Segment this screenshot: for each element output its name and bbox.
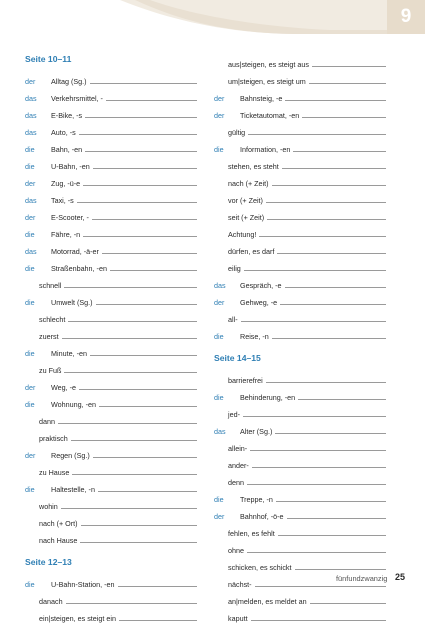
- writing-line[interactable]: [266, 382, 386, 383]
- vocab-word: Straßenbahn, -en: [51, 264, 107, 273]
- article: der: [214, 94, 225, 103]
- writing-line[interactable]: [68, 321, 197, 322]
- vocab-entry: [25, 511, 197, 528]
- writing-line[interactable]: [295, 569, 386, 570]
- vocab-word: aus|steigen, es steigt aus: [228, 60, 309, 69]
- writing-line[interactable]: [243, 416, 386, 417]
- vocab-word: Zug, -ü-e: [51, 179, 81, 188]
- article: der: [214, 298, 225, 307]
- vocab-entry: [214, 69, 386, 86]
- vocab-entry: [25, 137, 197, 154]
- vocab-word: Weg, -e: [51, 383, 77, 392]
- writing-line[interactable]: [79, 389, 197, 390]
- vocab-column-right: [214, 52, 386, 623]
- header-banner: [0, 0, 425, 34]
- vocab-entry: [25, 307, 197, 324]
- writing-line[interactable]: [287, 518, 386, 519]
- writing-line[interactable]: [250, 450, 386, 451]
- writing-line[interactable]: [312, 66, 386, 67]
- writing-line[interactable]: [92, 219, 197, 220]
- writing-line[interactable]: [255, 586, 386, 587]
- writing-line[interactable]: [293, 151, 386, 152]
- vocab-entry: [25, 324, 197, 341]
- writing-line[interactable]: [85, 117, 197, 118]
- vocab-word: Wohnung, -en: [51, 400, 97, 409]
- vocab-word: ander-: [228, 461, 249, 470]
- vocab-entry: [214, 205, 386, 222]
- vocab-word: zu Hause: [39, 468, 70, 477]
- vocab-entry: [25, 69, 197, 86]
- writing-line[interactable]: [285, 100, 386, 101]
- vocab-entry: [214, 589, 386, 606]
- article: das: [25, 94, 37, 103]
- article: der: [25, 179, 36, 188]
- vocab-word: seit (+ Zeit): [228, 213, 265, 222]
- vocab-word: zu Fuß: [39, 366, 62, 375]
- writing-line[interactable]: [282, 168, 386, 169]
- article: die: [25, 349, 35, 358]
- writing-line[interactable]: [102, 253, 197, 254]
- vocab-entry: [25, 256, 197, 273]
- vocab-word: Regen (Sg.): [51, 451, 90, 460]
- vocab-entry: [25, 154, 197, 171]
- article: das: [214, 427, 226, 436]
- vocab-entry: [214, 385, 386, 402]
- writing-line[interactable]: [98, 491, 197, 492]
- vocab-word: Fähre, -n: [51, 230, 81, 239]
- vocab-word: Taxi, -s: [51, 196, 74, 205]
- vocab-entry: [214, 419, 386, 436]
- vocab-entry: [25, 86, 197, 103]
- vocab-entry: [25, 188, 197, 205]
- writing-line[interactable]: [285, 287, 386, 288]
- vocab-word: Auto, -s: [51, 128, 76, 137]
- writing-line[interactable]: [81, 525, 197, 526]
- vocab-word: ohne: [228, 546, 244, 555]
- vocab-entry: [214, 436, 386, 453]
- vocab-word: dann: [39, 417, 55, 426]
- writing-line[interactable]: [309, 83, 386, 84]
- vocab-word: an|melden, es meldet an: [228, 597, 307, 606]
- vocab-word: nach Hause: [39, 536, 78, 545]
- vocab-entry: [214, 290, 386, 307]
- vocab-word: nächst-: [228, 580, 252, 589]
- article: der: [25, 213, 36, 222]
- writing-line[interactable]: [64, 287, 197, 288]
- vocab-word: all-: [228, 315, 238, 324]
- vocab-entry: [25, 528, 197, 545]
- writing-line[interactable]: [58, 423, 197, 424]
- vocab-entry: [214, 324, 386, 341]
- vocab-entry: [25, 572, 197, 589]
- vocab-entry: [214, 521, 386, 538]
- writing-line[interactable]: [278, 535, 386, 536]
- writing-line[interactable]: [277, 253, 386, 254]
- section-heading: Seite 14–15: [214, 353, 261, 363]
- writing-line[interactable]: [79, 134, 197, 135]
- writing-line[interactable]: [276, 501, 386, 502]
- vocab-word: Alter (Sg.): [240, 427, 273, 436]
- writing-line[interactable]: [83, 185, 197, 186]
- vocab-entry: [214, 137, 386, 154]
- writing-line[interactable]: [62, 338, 197, 339]
- vocab-entry: [214, 470, 386, 487]
- article: der: [25, 383, 36, 392]
- writing-line[interactable]: [96, 304, 197, 305]
- vocab-word: fehlen, es fehlt: [228, 529, 275, 538]
- writing-line[interactable]: [119, 620, 197, 621]
- writing-line[interactable]: [251, 620, 386, 621]
- vocab-word: praktisch: [39, 434, 68, 443]
- vocab-word: schlecht: [39, 315, 66, 324]
- writing-line[interactable]: [85, 151, 197, 152]
- vocab-word: Bahnhof, -ö-e: [240, 512, 284, 521]
- vocab-entry: [214, 402, 386, 419]
- vocab-word: Gespräch, -e: [240, 281, 282, 290]
- article: die: [214, 495, 224, 504]
- vocab-word: Verkehrsmittel, -: [51, 94, 103, 103]
- writing-line[interactable]: [93, 168, 197, 169]
- vocab-entry: [214, 171, 386, 188]
- vocab-entry: [214, 222, 386, 239]
- article: das: [25, 247, 37, 256]
- vocab-word: E-Scooter, -: [51, 213, 89, 222]
- vocab-entry: [214, 86, 386, 103]
- vocab-entry: [25, 341, 197, 358]
- writing-line[interactable]: [302, 117, 386, 118]
- article: die: [214, 393, 224, 402]
- vocab-entry: [214, 487, 386, 504]
- article: das: [214, 281, 226, 290]
- article: die: [25, 264, 35, 273]
- vocab-entry: [214, 307, 386, 324]
- vocab-word: Haltestelle, -n: [51, 485, 95, 494]
- vocab-word: Umwelt (Sg.): [51, 298, 93, 307]
- vocab-word: zuerst: [39, 332, 59, 341]
- article: der: [25, 451, 36, 460]
- vocab-entry: [214, 256, 386, 273]
- vocab-word: Information, -en: [240, 145, 291, 154]
- vocab-word: Ticketautomat, -en: [240, 111, 300, 120]
- vocab-entry: [214, 120, 386, 137]
- vocab-word: stehen, es steht: [228, 162, 279, 171]
- writing-line[interactable]: [61, 508, 197, 509]
- vocab-word: Alltag (Sg.): [51, 77, 87, 86]
- vocab-entry: [25, 375, 197, 392]
- vocab-entry: [214, 368, 386, 385]
- writing-line[interactable]: [247, 552, 386, 553]
- article: das: [25, 128, 37, 137]
- vocab-entry: [25, 171, 197, 188]
- vocab-entry: [25, 460, 197, 477]
- writing-line[interactable]: [72, 474, 197, 475]
- article: der: [25, 77, 36, 86]
- writing-line[interactable]: [66, 603, 197, 604]
- vocab-word: jed-: [228, 410, 240, 419]
- article: die: [25, 485, 35, 494]
- vocab-entry: [25, 222, 197, 239]
- vocab-word: vor (+ Zeit): [228, 196, 263, 205]
- writing-line[interactable]: [80, 542, 197, 543]
- vocab-entry: [25, 589, 197, 606]
- vocab-column-left: [25, 52, 197, 623]
- vocab-entry: [214, 273, 386, 290]
- page-number-word: fünfundzwanzig: [336, 574, 388, 583]
- vocab-entry: [25, 358, 197, 375]
- vocab-word: Bahnsteig, -e: [240, 94, 283, 103]
- writing-line[interactable]: [71, 440, 197, 441]
- vocab-entry: [214, 154, 386, 171]
- vocab-word: nach (+ Zeit): [228, 179, 269, 188]
- writing-line[interactable]: [90, 83, 197, 84]
- vocab-entry: [25, 606, 197, 623]
- vocab-word: U-Bahn-Station, -en: [51, 580, 115, 589]
- vocab-entry: [214, 606, 386, 623]
- section-heading: Seite 12–13: [25, 557, 72, 567]
- vocab-word: dürfen, es darf: [228, 247, 275, 256]
- vocab-word: barrierefrei: [228, 376, 263, 385]
- writing-line[interactable]: [272, 338, 386, 339]
- writing-line[interactable]: [266, 202, 386, 203]
- chapter-number: 9: [400, 6, 412, 27]
- vocab-word: E-Bike, -s: [51, 111, 83, 120]
- vocab-word: nach (+ Ort): [39, 519, 78, 528]
- vocab-word: Treppe, -n: [240, 495, 273, 504]
- article: die: [25, 580, 35, 589]
- writing-line[interactable]: [241, 321, 386, 322]
- writing-line[interactable]: [267, 219, 386, 220]
- vocab-entry: [25, 409, 197, 426]
- article: das: [25, 111, 37, 120]
- vocab-entry: [214, 453, 386, 470]
- article: die: [25, 145, 35, 154]
- vocab-word: schnell: [39, 281, 62, 290]
- vocab-entry: [25, 443, 197, 460]
- article: die: [25, 400, 35, 409]
- vocab-word: eilig: [228, 264, 241, 273]
- writing-line[interactable]: [248, 134, 386, 135]
- vocab-word: allein-: [228, 444, 248, 453]
- vocab-word: gültig: [228, 128, 246, 137]
- writing-line[interactable]: [93, 457, 197, 458]
- vocab-word: U-Bahn, -en: [51, 162, 90, 171]
- vocab-entry: [25, 426, 197, 443]
- vocab-entry: [25, 103, 197, 120]
- vocab-word: danach: [39, 597, 63, 606]
- vocab-word: Minute, -en: [51, 349, 87, 358]
- writing-line[interactable]: [272, 185, 386, 186]
- vocab-entry: [25, 477, 197, 494]
- vocab-entry: [214, 504, 386, 521]
- writing-line[interactable]: [252, 467, 386, 468]
- vocab-entry: [214, 52, 386, 69]
- vocab-word: Gehweg, -e: [240, 298, 278, 307]
- vocab-word: wohin: [39, 502, 58, 511]
- article: das: [25, 196, 37, 205]
- vocab-entry: [214, 188, 386, 205]
- article: die: [214, 332, 224, 341]
- vocab-entry: [214, 103, 386, 120]
- writing-line[interactable]: [64, 372, 197, 373]
- writing-line[interactable]: [247, 484, 386, 485]
- writing-line[interactable]: [275, 433, 386, 434]
- writing-line[interactable]: [118, 586, 197, 587]
- vocab-entry: [214, 555, 386, 572]
- article: die: [214, 145, 224, 154]
- writing-line[interactable]: [244, 270, 386, 271]
- vocab-word: schicken, es schickt: [228, 563, 292, 572]
- vocab-word: ein|steigen, es steigt ein: [39, 614, 116, 623]
- vocab-entry: [25, 392, 197, 409]
- writing-line[interactable]: [90, 355, 197, 356]
- vocab-entry: [25, 205, 197, 222]
- article: die: [25, 298, 35, 307]
- writing-line[interactable]: [99, 406, 197, 407]
- vocab-word: Reise, -n: [240, 332, 269, 341]
- vocab-entry: [25, 494, 197, 511]
- article: der: [214, 512, 225, 521]
- article: der: [214, 111, 225, 120]
- article: die: [25, 162, 35, 171]
- writing-line[interactable]: [110, 270, 197, 271]
- vocab-word: Bahn, -en: [51, 145, 83, 154]
- writing-line[interactable]: [259, 236, 386, 237]
- vocab-word: Behinderung, -en: [240, 393, 296, 402]
- section-heading: Seite 10–11: [25, 54, 72, 64]
- vocab-entry: [25, 273, 197, 290]
- vocab-entry: [25, 239, 197, 256]
- vocab-entry: [25, 290, 197, 307]
- writing-line[interactable]: [310, 603, 386, 604]
- vocab-entry: [214, 538, 386, 555]
- writing-line[interactable]: [106, 100, 197, 101]
- article: die: [25, 230, 35, 239]
- writing-line[interactable]: [298, 399, 386, 400]
- vocab-word: Motorrad, -ä-er: [51, 247, 99, 256]
- writing-line[interactable]: [280, 304, 386, 305]
- vocab-word: denn: [228, 478, 244, 487]
- vocab-word: kaputt: [228, 614, 248, 623]
- chapter-badge: [387, 0, 425, 34]
- vocab-entry: [214, 239, 386, 256]
- writing-line[interactable]: [83, 236, 197, 237]
- writing-line[interactable]: [77, 202, 197, 203]
- vocab-entry: [25, 120, 197, 137]
- vocab-word: um|steigen, es steigt um: [228, 77, 306, 86]
- vocab-word: Achtung!: [228, 230, 257, 239]
- page-number: 25: [395, 572, 406, 582]
